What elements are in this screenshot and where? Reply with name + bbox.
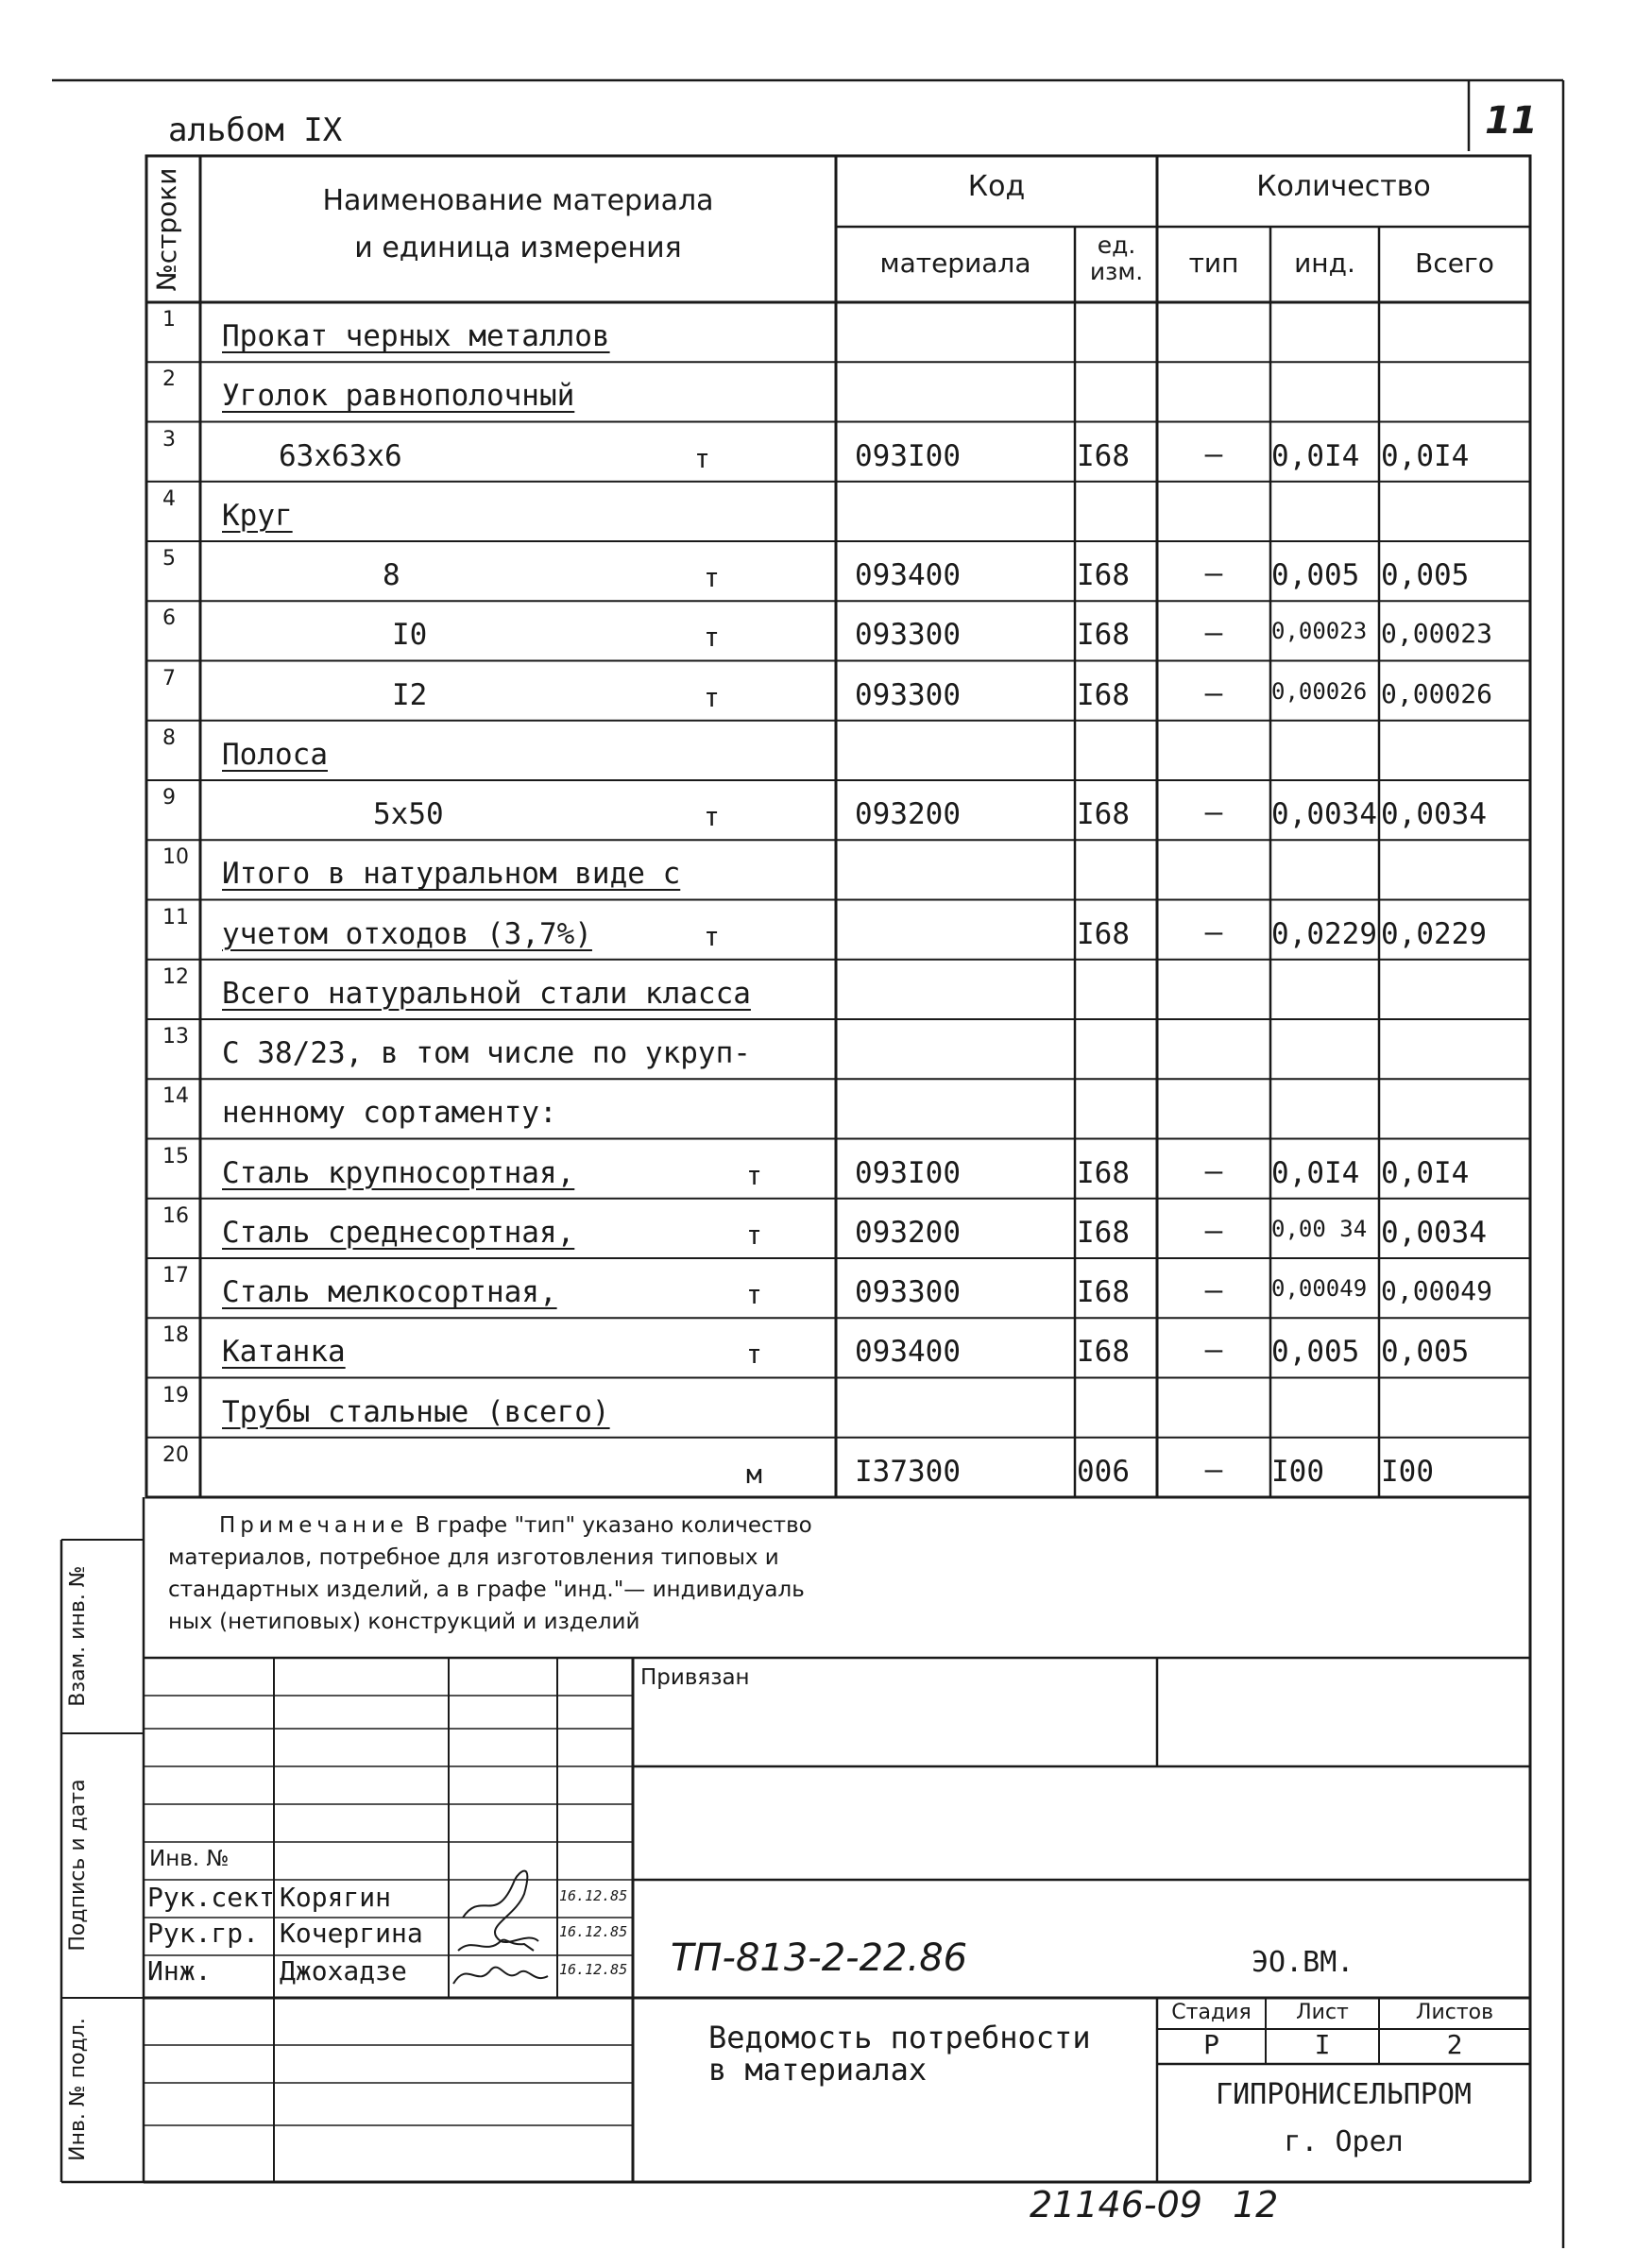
stamp-sheet: I — [1314, 2029, 1331, 2060]
row-unit: I68 — [1077, 438, 1130, 473]
stamp-doc-code: ТП-813-2-22.86 — [671, 1936, 968, 1980]
row-code: 093300 — [855, 1275, 961, 1309]
staff-role: Рук.сект — [147, 1882, 275, 1913]
row-type: – — [1204, 1452, 1223, 1487]
row-name: I0 — [392, 618, 428, 653]
row-total: 0,00049 — [1381, 1275, 1493, 1306]
row-name: 5x50 — [373, 797, 444, 831]
row-name: Полоса — [222, 737, 328, 772]
note-line4: ных (нетиповых) конструкций и изделий — [168, 1610, 640, 1634]
row-ind: 0,00 34 — [1271, 1215, 1368, 1242]
row-name-unit: т — [704, 801, 720, 832]
row-total: 0,0034 — [1381, 797, 1487, 831]
row-name-unit: т — [704, 622, 720, 654]
header-code: Код — [967, 170, 1026, 203]
row-ind: 0,00026 — [1271, 677, 1368, 705]
row-name-unit: т — [746, 1159, 762, 1191]
row-total: 0,00026 — [1381, 677, 1493, 709]
row-name: Сталь крупносортная, — [222, 1155, 575, 1190]
header-unit: ед. изм. — [1089, 231, 1144, 285]
row-number: 5 — [162, 547, 176, 571]
note — [168, 1509, 812, 1638]
row-total: 0,0034 — [1381, 1215, 1487, 1250]
stamp-stage-label: Стадия — [1171, 2001, 1252, 2024]
row-name-unit: м — [746, 1458, 762, 1490]
staff-name: Кочергина — [280, 1918, 423, 1949]
row-name: Всего натуральной стали класса — [222, 976, 751, 1011]
stamp-title-line1: Ведомость потребности — [708, 2020, 1091, 2055]
row-unit: I68 — [1077, 558, 1130, 592]
page-number: 11 — [1485, 99, 1538, 143]
note-line1-text: В графе "тип" указано количество — [415, 1513, 812, 1538]
row-name: I2 — [392, 677, 428, 712]
staff-role: Рук.гр. — [147, 1918, 260, 1949]
row-unit: I68 — [1077, 916, 1130, 951]
stamp-stage: Р — [1203, 2029, 1219, 2060]
row-unit: I68 — [1077, 677, 1130, 712]
row-name: Трубы стальные (всего) — [222, 1394, 610, 1429]
staff-name: Корягин — [280, 1882, 392, 1913]
row-number: 20 — [162, 1442, 189, 1467]
row-ind: 0,0I4 — [1271, 438, 1360, 473]
side-label-inv-podl: Инв. № подл. — [66, 2018, 90, 2161]
row-code: 093200 — [855, 797, 961, 831]
row-unit: I68 — [1077, 1215, 1130, 1250]
row-type: – — [1204, 1333, 1223, 1368]
row-unit: 006 — [1077, 1454, 1130, 1489]
note-line2: материалов, потребное для изготовления типовых и — [168, 1545, 779, 1570]
row-number: 4 — [162, 486, 176, 511]
bottom-page-number: 12 — [1233, 2184, 1279, 2225]
row-code: 093200 — [855, 1215, 961, 1250]
row-name: Итого в натуральном виде с — [222, 857, 681, 892]
row-total: 0,0229 — [1381, 916, 1487, 951]
header-quantity: Количество — [1256, 170, 1431, 203]
row-code: 093400 — [855, 1335, 961, 1370]
row-name-unit: т — [746, 1339, 762, 1371]
row-ind: 0,005 — [1271, 1335, 1360, 1370]
row-name: Уголок равнополочный — [222, 379, 575, 414]
row-type: – — [1204, 1153, 1223, 1188]
stamp-title — [708, 2021, 1091, 2086]
row-type: – — [1204, 1213, 1223, 1248]
row-code: 093I00 — [855, 1155, 961, 1190]
row-total: 0,005 — [1381, 1335, 1470, 1370]
stamp-org: ГИПРОНИСЕЛЬПРОМ — [1216, 2078, 1472, 2111]
row-ind: 0,00023 — [1271, 618, 1368, 645]
row-number: 11 — [162, 905, 189, 929]
row-unit: I68 — [1077, 1275, 1130, 1309]
row-number: 17 — [162, 1264, 189, 1287]
row-number: 13 — [162, 1025, 189, 1049]
stamp-sheets: 2 — [1446, 2029, 1463, 2060]
note-title: Примечание — [219, 1513, 409, 1538]
row-code: 093300 — [855, 618, 961, 653]
row-name: 8 — [383, 558, 400, 592]
stamp-sheets-label: Листов — [1415, 2001, 1494, 2024]
row-name: Катанка — [222, 1335, 346, 1370]
row-number: 16 — [162, 1203, 189, 1228]
row-number: 2 — [162, 367, 176, 392]
album-label: альбом IX — [168, 111, 343, 149]
staff-role: Инж. — [147, 1955, 212, 1987]
row-type: – — [1204, 675, 1223, 710]
row-type: – — [1204, 795, 1223, 829]
row-name: Сталь среднесортная, — [222, 1215, 575, 1250]
row-number: 19 — [162, 1383, 189, 1407]
header-name-line2: и единица измерения — [354, 231, 682, 264]
row-name: Круг — [222, 498, 293, 533]
row-type: – — [1204, 914, 1223, 949]
header-material: материала — [879, 247, 1031, 279]
side-label-vzam: Взам. инв. № — [66, 1565, 90, 1707]
row-ind: 0,0034 — [1271, 797, 1377, 831]
stamp-title-line2: в материалах — [708, 2052, 928, 2088]
header-type: тип — [1188, 247, 1239, 279]
row-number: 1 — [162, 308, 176, 332]
row-number: 10 — [162, 845, 189, 870]
row-total: 0,00023 — [1381, 618, 1493, 650]
row-unit: I68 — [1077, 797, 1130, 831]
row-name: Сталь мелкосортная, — [222, 1275, 557, 1309]
header-row-no — [151, 159, 196, 300]
row-ind: 0,005 — [1271, 558, 1360, 592]
side-label-podpis: Подпись и дата — [66, 1779, 90, 1952]
row-number: 18 — [162, 1323, 189, 1348]
row-ind: 0,0I4 — [1271, 1155, 1360, 1190]
row-code: I37300 — [855, 1454, 961, 1489]
row-name: ненному сортаменту: — [222, 1096, 557, 1131]
stamp-privyazan: Привязан — [640, 1665, 750, 1690]
staff-date: 16.12.85 — [559, 1923, 628, 1940]
staff-date: 16.12.85 — [559, 1887, 628, 1904]
row-number: 8 — [162, 725, 176, 750]
row-code: 093400 — [855, 558, 961, 592]
bottom-archive-number: 21146-09 — [1030, 2184, 1202, 2225]
row-name-unit: т — [746, 1279, 762, 1310]
row-name-unit: т — [694, 442, 710, 474]
row-name: учетом отходов (3,7%) — [222, 916, 592, 951]
row-number: 15 — [162, 1144, 189, 1168]
row-type: – — [1204, 1273, 1223, 1307]
row-type: – — [1204, 616, 1223, 651]
row-number: 3 — [162, 427, 176, 452]
row-code: 093300 — [855, 677, 961, 712]
row-unit: I68 — [1077, 1155, 1130, 1190]
row-type: – — [1204, 556, 1223, 590]
row-name: С 38/23, в том числе по укруп- — [222, 1036, 751, 1070]
stamp-inv-no: Инв. № — [149, 1847, 230, 1871]
row-name-unit: т — [704, 562, 720, 593]
row-unit: I68 — [1077, 618, 1130, 653]
row-ind: 0,0229 — [1271, 916, 1377, 951]
row-total: 0,0I4 — [1381, 438, 1470, 473]
row-total: 0,005 — [1381, 558, 1470, 592]
row-unit: I68 — [1077, 1335, 1130, 1370]
row-name: Прокат черных металлов — [222, 319, 610, 353]
row-number: 6 — [162, 606, 176, 631]
row-name: 63x63x6 — [279, 438, 402, 473]
staff-name: Джохадзе — [280, 1955, 407, 1987]
header-name-line1: Наименование материала — [322, 184, 714, 217]
signatures — [444, 1851, 557, 1993]
row-number: 9 — [162, 786, 176, 810]
row-name-unit: т — [704, 920, 720, 952]
header-total: Всего — [1415, 247, 1494, 279]
header-name — [200, 178, 836, 272]
row-number: 7 — [162, 666, 176, 691]
row-number: 14 — [162, 1084, 189, 1109]
stamp-sheet-label: Лист — [1296, 2001, 1349, 2024]
row-total: 0,0I4 — [1381, 1155, 1470, 1190]
note-line3: стандартных изделий, а в графе "инд."— индивидуаль — [168, 1577, 805, 1602]
row-name-unit: т — [704, 681, 720, 713]
header-row-no-text: №строки — [151, 167, 182, 292]
row-ind: 0,00049 — [1271, 1275, 1368, 1302]
stamp-city: г. Орел — [1284, 2125, 1404, 2158]
row-code: 093I00 — [855, 438, 961, 473]
header-ind: инд. — [1294, 247, 1355, 279]
row-number: 12 — [162, 964, 189, 989]
staff-date: 16.12.85 — [559, 1961, 628, 1978]
row-name-unit: т — [746, 1219, 762, 1251]
row-total: I00 — [1381, 1454, 1434, 1489]
note-line1 — [168, 1509, 812, 1542]
row-type: – — [1204, 436, 1223, 471]
stamp-sheet-code: ЭО.ВМ. — [1252, 1946, 1354, 1979]
row-ind: I00 — [1271, 1454, 1324, 1489]
